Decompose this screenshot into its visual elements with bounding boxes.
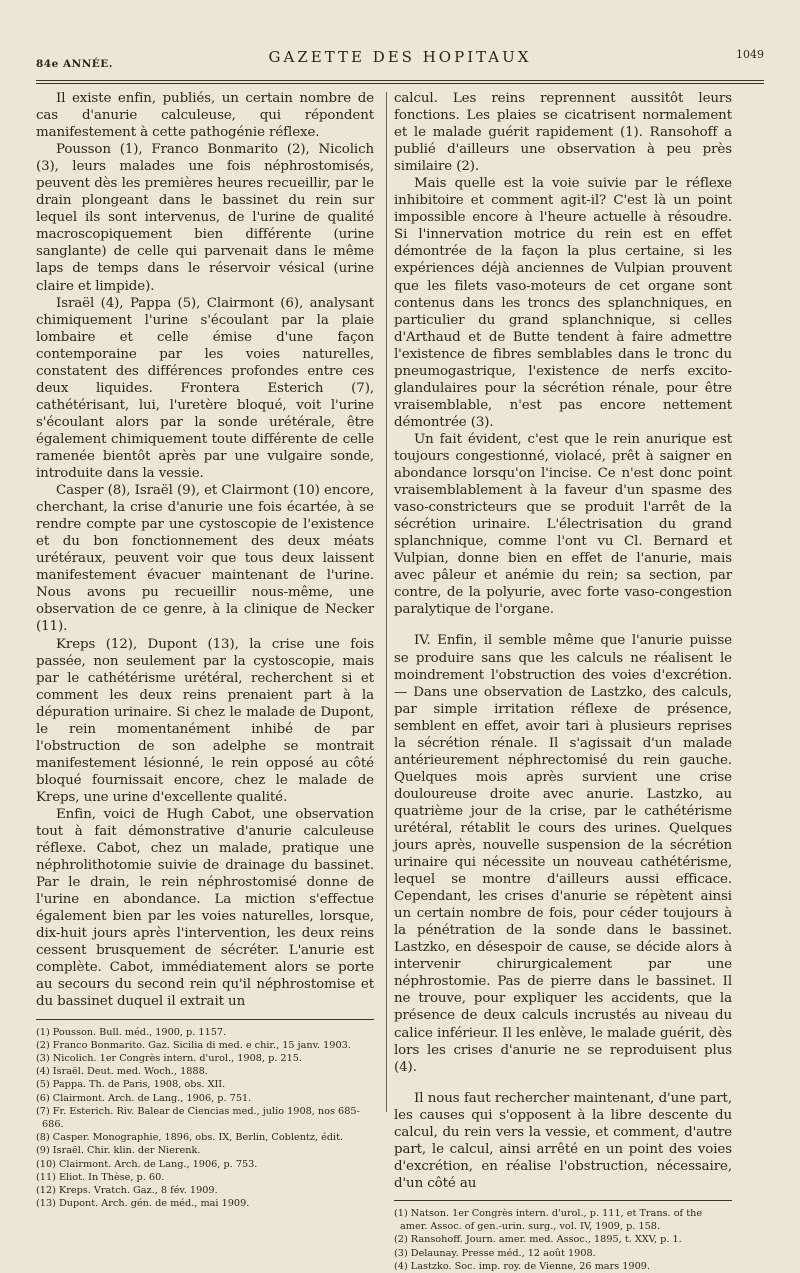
footnotes-left (36, 1026, 374, 1211)
footnote: (11) Eliot. In Thèse, p. 60. (36, 1171, 165, 1183)
paragraph: Un fait évident, c'est que le rein anurique est toujours congestionné, violacé, prêt à saigner en abondance lorsqu'on l'incise. Ce n'est donc point vraisemblablement à la faveur d'un spasme des vaso-constricteurs que se produit l'arrêt de la sécrétion urinaire. L'électrisation du grand splanchnique, comme l'ont vu Cl. Bernard et Vulpian, donne bien en effet de l'anurie, mais avec pâleur et anémie du rein; sa section, par contre, de la polyurie, avec forte vaso-congestion paralytique de l'organe. (394, 431, 732, 618)
journal-title: GAZETTE DES HOPITAUX (268, 48, 532, 66)
header-rule-thin (36, 83, 764, 84)
footnote: (2) Ransohoff. Journ. amer. med. Assoc., 1895, t. XXV, p. 1. (394, 1234, 682, 1246)
right-column (394, 90, 732, 1273)
footnote: (1) Natson. 1er Congrès intern. d'urol., p. 111, et Trans. of the amer. Assoc. of gen.-urin. surg., vol. IV, 1909, p. 158. (394, 1207, 703, 1233)
footnote: (4) Lastzko. Soc. imp. roy. de Vienne, 26 mars 1909. (394, 1260, 650, 1272)
footnote: (5) Pappa. Th. de Paris, 1908, obs. XII. (36, 1079, 226, 1091)
paragraph: Kreps (12), Dupont (13), la crise une fois passée, non seulement par la cystoscopie, mais par le cathétérisme urétéral, recherchent si et comment les deux reins prenaient part à la dépuration urinaire. Si chez le malade de Dupont, le rein momentanément inhibé de par l'obstruction de son adelphe se montrait manifestement lésionné, le rein opposé au côté bloqué fournissait encore, chez le malade de Kreps, une urine d'excellente qualité. (36, 636, 374, 805)
left-column (36, 90, 374, 1210)
footnote: (3) Nicolich. 1er Congrès intern. d'urol., 1908, p. 215. (36, 1052, 302, 1064)
section-iv-paragraph: IV. Enfin, il semble même que l'anurie puisse se produire sans que les calculs ne réalisent le moindrement l'obstruction des voies d'excrétion. — Dans une observation de Lastzko, des calculs, par simple irritation réflexe de présence, semblent en effet, avoir tari à plusieurs reprises la sécrétion rénale. Il s'agissait d'un malade antérieurement néphrectomisé du rein gauche. Quelques mois après survient une crise douloureuse droite avec anurie. Lastzko, au quatrième jour de la crise, par le cathétérisme urétéral, rétablit le cours des urines. Quelques jours après, nouvelle suspension de la sécrétion urinaire qui nécessite un nouveau cathétérisme, lequel se montre d'ailleurs aussi efficace. Cependant, les crises d'anurie se répètent ainsi un certain nombre de fois, pour céder toujours à la pénétration de la sonde dans le bassinet. Lastzko, en désespoir de cause, se décide alors à intervenir chirurgicalement par une néphrostomie. Pas de pierre dans le bassinet. Il ne trouve, pour expliquer les accidents, que la présence de deux calculs incrustés au niveau du calice inférieur. Il les enlève, le malade guérit, dès lors les crises d'anurie ne se reproduisent plus (4). (394, 633, 732, 1075)
footnote: (9) Israël. Chir. klin. der Nierenk. (36, 1145, 201, 1157)
column-divider (386, 92, 387, 1112)
page-header (36, 44, 764, 76)
year-label: 84e ANNÉE. (36, 58, 113, 70)
paragraph: Pousson (1), Franco Bonmarito (2), Nicolich (3), leurs malades une fois néphrostomisés, peuvent dès les premières heures recueillir, par le drain plongeant dans le bassinet du rein sur lequel ils sont intervenus, de l'urine de qualité macroscopiquement bien différente (urine sanglante) de celle qui parvenait dans le même laps de temps dans le réservoir vésical (urine claire et limpide). (36, 142, 374, 294)
paragraph: Enfin, voici de Hugh Cabot, une observation tout à fait démonstrative d'anurie calculeuse réflexe. Cabot, chez un malade, pratique une néphrolithotomie suivie de drainage du bassinet. Par le drain, le rein néphrostomisé donne de l'urine en abondance. La miction s'effectue également bien par les voies naturelles, lorsque, dix-huit jours après l'intervention, les deux reins cessent brusquement de sécréter. L'anurie est complète. Cabot, immédiatement alors se porte au secours du second rein qu'il néphrostomise et du bassinet duquel il extrait un (36, 806, 374, 1010)
footnote: (3) Delaunay. Presse méd., 12 août 1908. (394, 1247, 596, 1259)
footnote-rule (394, 1200, 732, 1201)
footnote: (13) Dupont. Arch. gén. de méd., mai 1909. (36, 1198, 250, 1210)
footnote: (2) Franco Bonmarito. Gaz. Sicilia di med. e chir., 15 janv. 1903. (36, 1039, 351, 1051)
page-number: 1049 (736, 48, 764, 61)
footnote: (6) Clairmont. Arch. de Lang., 1906, p. 751. (36, 1092, 252, 1104)
footnote: (4) Israël. Deut. med. Woch., 1888. (36, 1066, 208, 1078)
footnote: (1) Pousson. Bull. méd., 1900, p. 1157. (36, 1026, 227, 1038)
footnote-rule (36, 1019, 374, 1020)
paragraph: Israël (4), Pappa (5), Clairmont (6), analysant chimiquement l'urine s'écoulant par la plaie lombaire et celle émise d'une façon contemporaine par les voies naturelles, constatent des différences profondes entre ces deux liquides. Frontera Esterich (7), cathétérisant, lui, l'uretère bloqué, voit l'urine s'écoulant alors par la sonde urétérale, être également chimiquement toute différente de celle ramenée bientôt après par une vulgaire sonde, introduite dans la vessie. (36, 295, 374, 482)
footnote: (12) Kreps. Vratch. Gaz., 8 fév. 1909. (36, 1184, 218, 1196)
footnotes-right (394, 1207, 732, 1273)
paragraph: calcul. Les reins reprennent aussitôt leurs fonctions. Les plaies se cicatrisent normalement et le malade guérit rapidement (1). Ransohoff a publié d'ailleurs une observation à peu près similaire (2). (394, 91, 732, 175)
paragraph: Il existe enfin, publiés, un certain nombre de cas d'anurie calculeuse, qui répondent manifestement à cette pathogénie réflexe. (36, 91, 374, 141)
paragraph: Mais quelle est la voie suivie par le réflexe inhibitoire et comment agit-il? C'est là un point impossible encore à l'heure actuelle à résoudre. Si l'innervation motrice du rein est en effet démontrée de la façon la plus certaine, si les expériences déjà anciennes de Vulpian prouvent que les filets vaso-moteurs de cet organe sont contenus dans les troncs des splanchniques, en particulier du grand splanchnique, si celles d'Arthaud et de Butte tendent à faire admettre l'existence de fibres semblables dans le tronc du pneumogastrique, l'existence de nerfs excito-glandulaires pour la sécrétion rénale, pour être vraisemblable, n'est pas encore nettement démontrée (3). (394, 176, 732, 430)
footnote: (10) Clairmont. Arch. de Lang., 1906, p. 753. (36, 1158, 258, 1170)
paragraph: Casper (8), Israël (9), et Clairmont (10) encore, cherchant, la crise d'anurie une fois écartée, à se rendre compte par une cystoscopie de l'existence et du bon fonctionnement des deux méats urétéraux, peuvent voir que tous deux laissent manifestement évacuer maintenant de l'urine. Nous avons pu recueillir nous-même, une observation de ce genre, à la clinique de Necker (11). (36, 483, 374, 635)
footnote: (7) Fr. Esterich. Riv. Balear de Ciencias med., julio 1908, nos 685-686. (36, 1105, 360, 1130)
header-rule (36, 80, 764, 81)
paragraph: Il nous faut rechercher maintenant, d'une part, les causes qui s'opposent à la libre descente du calcul, du rein vers la vessie, et comment, d'autre part, le calcul, ainsi arrêté en un point des voies d'excrétion, en réalise l'obstruction, nécessaire, d'un côté au (394, 1090, 732, 1191)
footnote: (8) Casper. Monographie, 1896, obs. IX, Berlin, Coblentz, édit. (36, 1132, 344, 1144)
